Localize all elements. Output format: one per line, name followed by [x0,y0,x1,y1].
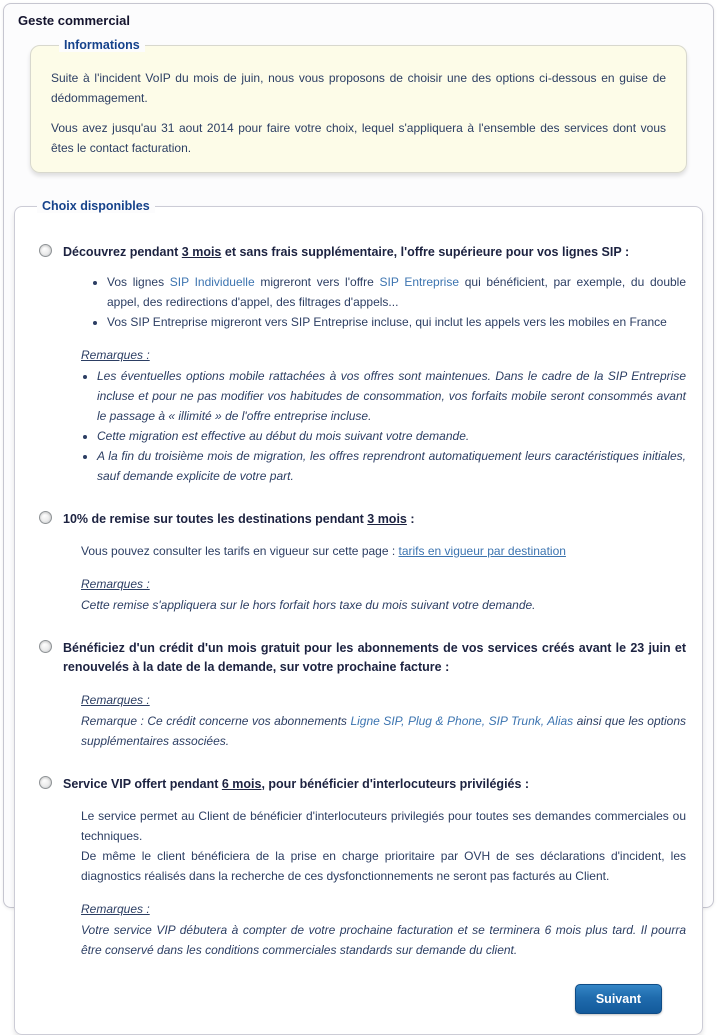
remarques-bullet-list [81,366,686,486]
bullet-text: Vos lignes [107,275,170,289]
remarques-block [81,575,686,615]
option-title-text: , pour bénéficier d'interlocuteurs privilégiés : [261,777,530,791]
remarque-text: Cette remise s'appliquera sur le hors forfait hors taxe du mois suivant votre demande. [81,598,536,612]
remarques-label: Remarques : [81,348,150,362]
remarques-block [81,900,686,960]
bullet-item: • Vos SIP Entreprise migreront vers SIP Entreprise incluse, qui inclut les appels vers les mobiles en France [107,312,686,332]
remarque-item: • A la fin du troisième mois de migration, les offres reprendront automatiquement leurs caractéristiques initiales, sauf demande explicite de votre part. [97,446,686,486]
option-title [63,510,686,529]
page-title: Geste commercial [18,13,131,28]
product-names-highlight: Ligne SIP, Plug & Phone, SIP Trunk, Alias [350,714,574,728]
option-body-text: Vous pouvez consulter les tarifs en vigueur sur cette page : [81,544,399,558]
link-sip-individuelle[interactable]: SIP Individuelle [169,275,255,289]
option-credit-mois [29,639,686,751]
radio-option-credit-mois[interactable] [39,640,52,653]
remarque-text [81,711,686,751]
informations-fieldset [30,38,687,173]
info-paragraph-1: Suite à l'incident VoIP du mois de juin, nous vous proposons de choisir une des options ci-dessous en guise de dédommagement. [51,71,666,105]
option-title-underline: 6 mois [221,777,262,791]
remarque-text: Votre service VIP débutera à compter de votre prochaine facturation et se terminera 6 mois plus tard. Il pourra être conservé dans les conditions commerciales standards sur demande du client. [81,923,686,957]
remarque-text-part: ainsi que les options supplémentaires associées. [81,714,686,748]
geste-commercial-panel [3,3,714,1006]
remarque-item: • Cette migration est effective au début du mois suivant votre demande. [97,426,686,446]
bullet-item [107,272,686,312]
bullet-text: qui bénéficient, par exemple, du double appel, des redirections d'appel, des filtrages d'appels... [107,275,686,309]
bullet-text: migreront vers l'offre [254,275,380,289]
option-service-vip [29,775,686,960]
option-body [81,541,686,561]
suivant-button[interactable]: Suivant [575,984,662,1014]
remarques-label: Remarques : [81,902,150,916]
remarques-label: Remarques : [81,693,150,707]
option-body [81,806,686,886]
link-sip-entreprise[interactable]: SIP Entreprise [379,275,460,289]
remarques-block [81,691,686,751]
radio-option-remise-10[interactable] [39,511,52,524]
radio-option-sip-upgrade[interactable] [39,244,52,257]
option-title-underline: 3 mois [367,512,407,526]
remarque-text-part: Remarque : Ce crédit concerne vos abonnements [81,714,351,728]
option-body-line: Le service permet au Client de bénéficier d'interlocuteurs privilegiés pour toutes ses demandes commerciales ou techniques. [81,809,686,843]
informations-legend: Informations [59,38,145,52]
link-tarifs-destination[interactable]: tarifs en vigueur par destination [398,544,566,558]
option-title: Bénéficiez d'un crédit d'un mois gratuit pour les abonnements de vos services créés avant le 23 juin et renouvelés à la date de la demande, sur votre prochaine facture : [63,641,686,674]
option-remise-10 [29,510,686,615]
remarque-item: • Les éventuelles options mobile rattachées à vos offres sont maintenues. Dans le cadre de la SIP Entreprise incluse et pour ne pas modifier vos habitudes de consommation, vos forfaits mobile seront consommés avant le passage à « illimité » de l'offre entreprise incluse. [97,366,686,426]
option-body-line: De même le client bénéficiera de la prise en charge prioritaire par OVH de ses déclarations d'incident, les diagnostics réalisés dans la recherche de ces dysfonctionnements ne seront pas facturés au Client. [81,849,686,883]
option-title-text: : [406,512,415,526]
button-row [29,984,662,1014]
option-title-text: Découvrez pendant [63,245,182,259]
option-title [63,775,686,794]
option-title-text: et sans frais supplémentaire, l'offre supérieure pour vos lignes SIP : [221,245,630,259]
option-sip-upgrade [29,243,686,486]
option-title-underline: 3 mois [181,245,222,259]
option-bullet-list [63,272,686,332]
radio-option-service-vip[interactable] [39,776,52,789]
choices-legend: Choix disponibles [37,199,155,213]
choices-fieldset [14,199,703,1035]
option-title-text: 10% de remise sur toutes les destinations pendant [63,512,368,526]
option-title [63,243,686,262]
remarques-label: Remarques : [81,577,150,591]
option-title-text: Service VIP offert pendant [63,777,222,791]
info-paragraph-2: Vous avez jusqu'au 31 aout 2014 pour faire votre choix, lequel s'appliquera à l'ensemble des services dont vous êtes le contact facturation. [51,121,666,155]
remarques-block [81,346,686,486]
